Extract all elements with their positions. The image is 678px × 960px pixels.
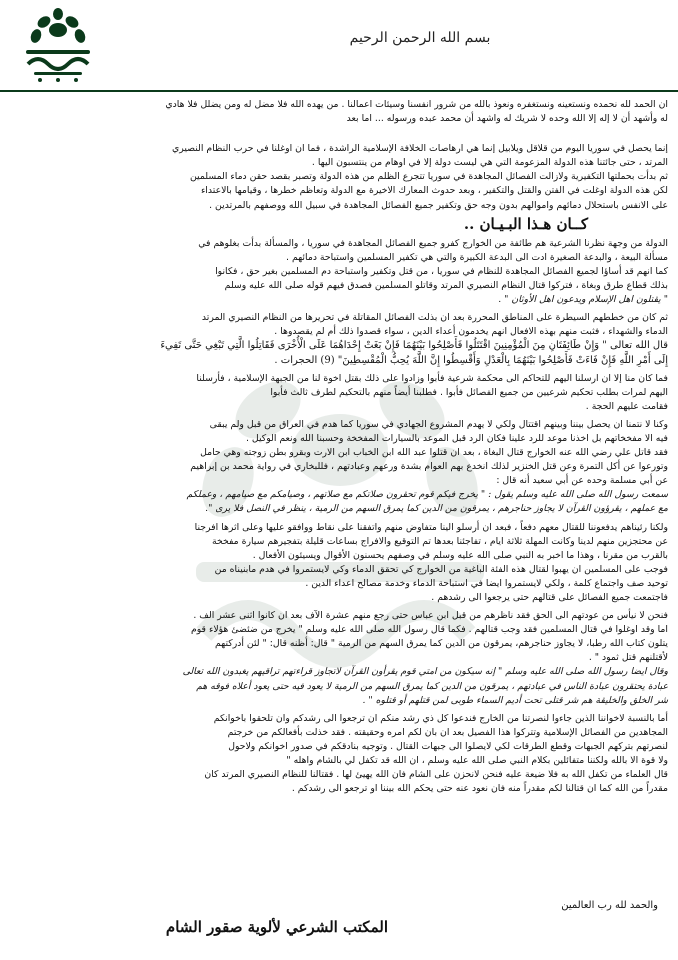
arbitration-paragraph xyxy=(10,372,668,414)
text-line: ثم بدأت بحملتها التكفيرية ولازالت الفصائل المجاهدة في سوريا تتجرع الظلم من هذه الدولة وتصبر بقصد حقن دماء المسلمين xyxy=(189,171,668,183)
text-line: على الانفس باستحلال دمائهم واموالهم بدون وجه حق وتكفير جميع الفصائل المجاهدة في سبيل الله ووصفهم بالمرتدين . xyxy=(209,199,668,211)
header xyxy=(0,0,678,92)
position-paragraph xyxy=(10,237,668,307)
text-line: لنصرتهم بتركهم الجبهات وقطع الطرقات لكي لايصلوا الى جبهات القتال . وتوجيه بنادقكم في صدور اخوانكم ولاحول xyxy=(228,740,668,752)
text-line: فقامت عليهم الحجة . xyxy=(585,400,668,412)
basmala: بسم الله الرحمن الرحيم xyxy=(349,30,491,46)
signature: المكتب الشرعي لألوية صقور الشام xyxy=(165,918,388,936)
text-line: مقدراً من الله كما ان قتالنا لكم مقدراً منه فان نعود عنه حتى يحكم الله بيننا او ترجعو الى رشدكم . xyxy=(291,783,668,795)
text-line: الدولة من وجهة نظرنا الشرعية هم طائفة من الخوارج كفرو جميع الفصائل المجاهدة في سوريا ، والمسألة بدأت بغلوهم في xyxy=(198,237,668,249)
hadith-line: سمعت رسول الله صلى الله عليه وسلم يقول : " يخرج فيكم قوم تحقرون صلاتكم مع صلاتهم ، وصيامكم مع صيامهم ، وعملكم xyxy=(186,489,668,501)
statement-body xyxy=(10,98,668,800)
plans-paragraph xyxy=(10,311,668,367)
text-line: لكن هذه الدولة اوغلت في الفتن والقتل والتكفير ، وبعد حدوث المعارك الاخيرة مع الدولة وتعاظم خطرها ، وقيامها بالاعتداء xyxy=(200,185,668,197)
appeal-paragraph xyxy=(10,712,668,797)
text-line: فوجب على المسلمين ان يهبوا لقتال هذه الفئة الباغية من الخوارج كي تحقق الدماء وكي لايستمروا في هدم مابنيناه من xyxy=(214,563,668,575)
history-paragraph xyxy=(10,418,668,517)
text-line: أما بالنسبة لاخواننا الذين جاءوا لنصرتنا من الخارج فندعوا كل ذي رشد منكم ان ترجعوا الى رشدكم وان تلحقوا باخوانكم xyxy=(213,712,668,724)
section-heading: كــان هـذا البـيـان .. xyxy=(463,214,588,233)
closing-line: والحمد لله رب العالمين xyxy=(561,900,658,911)
text-line: الدماء والشهداء ، فثبت منهم بهذه الافعال انهم يخدمون أعداء الدين ، سواء قصدوا ذلك أم لم يقصدوها . xyxy=(274,326,668,338)
text-line: مسألة البيعة ، والبدعة الصغيرة ادت الى البدعة الكبيرة والتي هي تكفير المسلمين واستباحة دمائهم . xyxy=(286,251,668,263)
svg-text:الجبهة الإسلامية: الجبهة الإسلامية xyxy=(58,86,65,87)
hadith-line: مع عملهم ، يقرؤون القرآن لا يجاوز حناجرهم ، يمرقون من الدين كما يمرق السهم من الرمية ، ينظر في النصل فلا يرى ". xyxy=(205,503,668,515)
text-line: بذلك قطاع طرق وبغاة ، فتركوا قتال النظام النصيري المرتد وقاتلو المسلمين فصدق فيهم قوله صلى الله عليه وسلم xyxy=(224,280,668,292)
text-line: كما انهم قد أساؤا لجميع الفصائل المجاهدة للنظام في سوريا ، من قتل وتكفير واستباحة دم المسلمين بغير حق ، فكانوا xyxy=(215,265,668,277)
hadith-line: شر الخلق والخليقة هم شر قتلى تحت أديم السماء طوبى لمن قتلهم أو قتلوه " . xyxy=(362,694,668,706)
intro-paragraph xyxy=(10,98,668,126)
text-line: فنحن لا نيأس من عودتهم الى الحق فقد ناظرهم من قبل ابن عباس حتى رجع منهم عشرة الآف بعد ان كانوا اثنى عشر الف . xyxy=(193,610,668,622)
text-line: اما وقد اوغلوا في قتال المسلمين فقد وجب قتالهم . فكما قال رسول الله صلى الله عليه وسلم " يخرج من ضئضئ هؤلاء قوم xyxy=(191,624,668,636)
quran-verse-line: إِلَى أَمْرِ اللَّهِ فَإِنْ فَاءَتْ فَأَصْلِحُوا بَيْنَهُمَا بِالْعَدْلِ وَأَقْسِطُوا إِنَّ اللَّهَ يُحِبُّ الْمُقْسِطِينَ" (9) الحجرات . xyxy=(274,354,668,366)
negotiation-paragraph xyxy=(10,521,668,606)
text-line: يتلون كتاب الله رطبا، لا يجاوز حناجرهم، يمرقون من الدين كما يمرق السهم من الرمية " قال: أظنه قال: " لئن أدركتهم xyxy=(215,638,668,650)
text-line: المجاهدين من الفصائل الإسلامية وتتركوا هذا الفصيل بعد ان بان لكم امره وحقيقته . فقد خذلت بأفعالكم من خرجتم xyxy=(227,726,668,738)
text-line: قال العلماء من تكفل الله به فلا ضيعة عليه فنحن لانحزن على الشام فان الله يهيئ لها . فقتالنا للنظام النصيري المرتد كان xyxy=(204,769,668,781)
text-line: إنما يحصل في سوريا اليوم من قلاقل ويلابيل إنما هي ارهاصات الخلافة الإسلامية الراشدة ، فما ان اوغلنا في حرب النظام النصيري xyxy=(171,143,668,155)
text-line: ولا قوة الا بالله ولكننا متفائلين بكلام النبي صلى الله عليه وسلم ، ان الله قد تكفل لي بالشام واهله " xyxy=(286,755,668,767)
text-line: فيه الا مفخخاتهم بل اخذنا موعد للرد علينا فكان الرد قبل الموعد بالسيارات المفخخة وحسبنا الله ونعم الوكيل . xyxy=(246,432,668,444)
text-line: عن محتجزين منهم لدينا وكانت المهلة ثلاثة ايام ، تفاجئنا بعدها تم التوقيع والافراج بساعات قليلة بتفجيرهم سيارة مفخخة xyxy=(211,535,668,547)
hadith-line: وقال ايضا رسول الله صلى الله عليه وسلم " إنه سيكون من امتي قوم يقرأون القرآن لاتجاوز قراءتهم تراقيهم يغبدون الله تعالى xyxy=(182,666,668,678)
text-line: فما كان منا إلا ان ارسلنا اليهم للتحاكم الى محكمة شرعية فأبوا وزادوا على ذلك بقتل اخوة لنا من الجبهة الإسلامية ، فأرسلنا xyxy=(196,372,668,384)
context-paragraph xyxy=(10,142,668,212)
text-line: المرتد ، حتى جائتنا هذه الدولة المزعومة التي هي ليست دولة إلا في اوهام من ينتسبون اليها . xyxy=(311,157,668,169)
text-line: عن أبي مسلمة وحده عن أبي سعيد أنه قال : xyxy=(496,475,668,487)
text-line: فاجتمعت جميع الفصائل على قتالهم حتى يرجعوا الى رشدهم . xyxy=(431,592,668,603)
hadith-line: عبادة يحتقرون عبادة الناس في عبادتهم ، يمرقون من الدين كما يمرق السهم من الرمية لا يعود فيه حتى يعود أعلاه فوقه هم xyxy=(196,680,668,692)
return-paragraph xyxy=(10,609,668,708)
text-line: فقد قاتل علي رضي الله عنه الخوارج قتال البغاة ، بعد ان قتلوا عبد الله ابن الخباب ابن الارت وبقرو بطن زوجته وهي حامل xyxy=(200,447,668,459)
text-line: ان الحمد لله نحمده ونستعينه ونستغفره ونعوذ بالله من شرور انفسنا وسيئات اعمالنا . من يهده الله فلا مضل له ومن يضلل فلا هادي xyxy=(165,99,668,110)
text-line: وتورعوا عن أكل التمرة وعن قتل الخنزير لذلك انخدع بهم العوام بشدة ورعهم وعبادتهم ، فللبخاري في رواية محمد بن إبراهيم xyxy=(190,461,668,473)
islamic-front-logo-icon xyxy=(14,6,102,88)
text-line: له وأشهد أن لا إله إلا الله وحده لا شريك له واشهد أن محمد عبده ورسوله ... اما بعد xyxy=(346,113,668,125)
text-line: بالقرب من مقرنا ، وهذا ما اخبر به النبي صلى الله عليه وسلم في وصفهم يحسنون الأقوال ويسيئون الأفعال . xyxy=(252,549,668,561)
text-line: اليهم لمرات بطلب تحكيم شرعيين من جميع الفصائل فأبوا . فطلبنا أيضاً منهم بالتحكيم لطرف ثالث فأبوا xyxy=(270,386,668,398)
quran-verse-line: قال الله تعالى " وَإِنْ طَائِفَتَانِ مِنَ الْمُؤْمِنِينَ اقْتَتَلُوا فَأَصْلِحُوا بَيْنَهُمَا فَإِنْ بَغَتْ إِحْدَاهُمَا عَلَى الْأُخْرَى فَقَاتِلُوا الَّتِي تَبْغِي حَتَّى تَفِيءَ xyxy=(160,340,668,352)
text-line: ولكنا رئيناهم يدفعوننا للقتال معهم دفعاً ، فبعد ان أرسلو الينا متفاوض منهم واتفقنا على نقاط ووافقو عليها وعلى اثرها افرجنا xyxy=(194,521,668,533)
text-line: لأقتلنهم قتل ثمود " . xyxy=(588,652,668,664)
text-line: وكنا لا نتمنا ان يحصل بيننا وبينهم اقتتال ولكي لا يهدم المشروع الجهادي في سوريا كما هدم في العراق من قبل ولم يبقى xyxy=(209,418,668,430)
text-line: ثم كان من خططهم السيطرة على المناطق المحررة بعد ان بذلت الفصائل المقاتلة في تحريرها من النظام النصيري المرتد xyxy=(201,312,668,324)
text-line: توحيد صف واجتماع كلمة ، ولكي لايستمروا ايضا في استباحة الدماء وخدمة مصالح اعداء الدين . xyxy=(305,577,668,589)
text-line: " يقتلون اهل الإسلام ويدعون اهل الأوثان " . xyxy=(498,294,668,306)
